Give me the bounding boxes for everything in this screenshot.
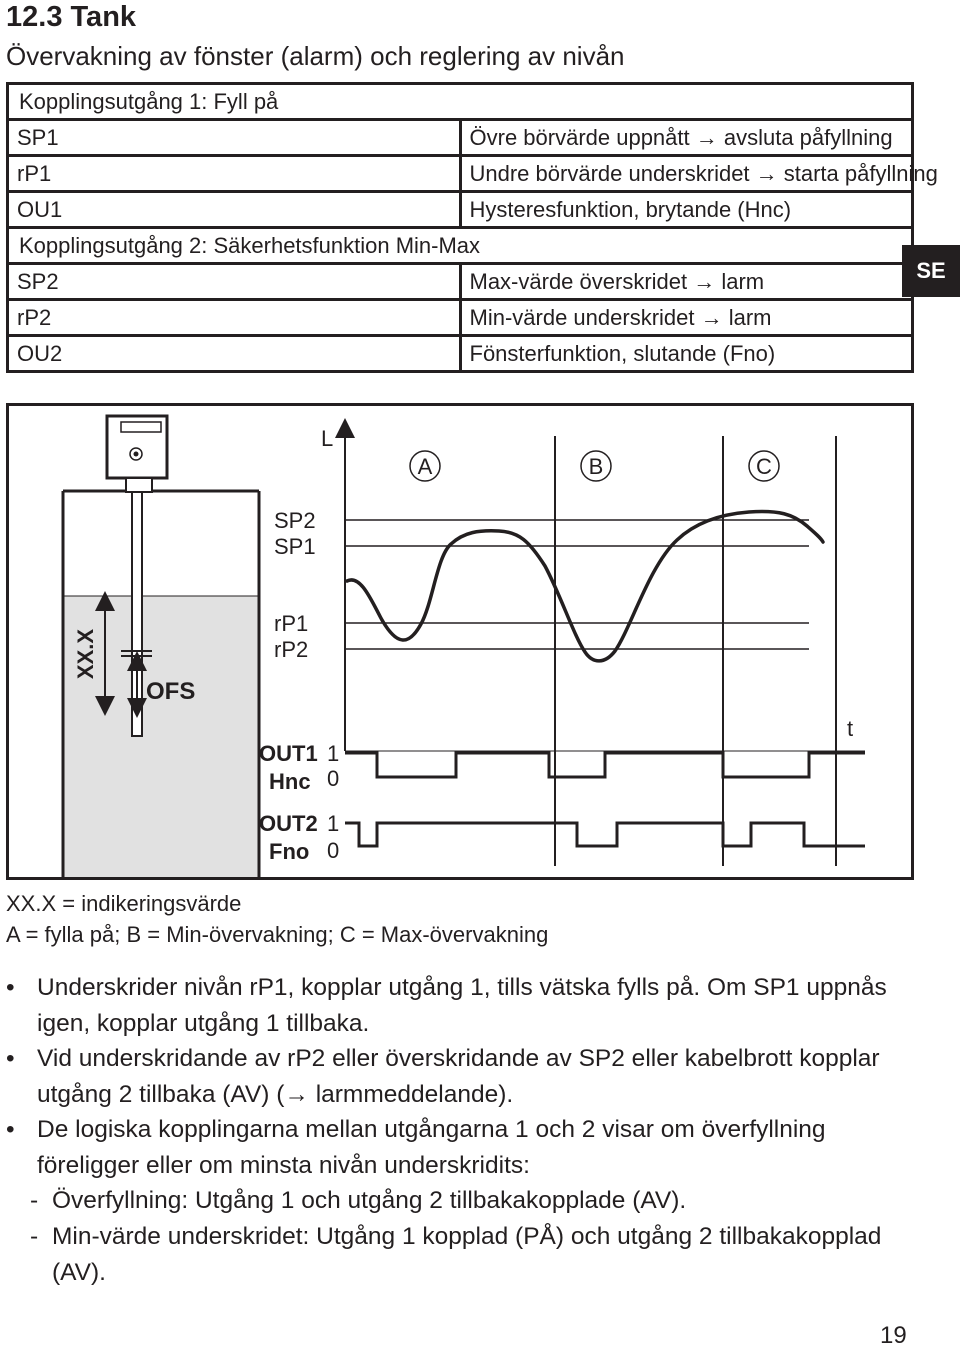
table-row — [8, 336, 913, 372]
param-name: SP2 — [8, 264, 461, 300]
dash-text: Överfyllning: Utgång 1 och utgång 2 tillbakakopplade (AV). — [52, 1187, 687, 1214]
language-tab: SE — [902, 245, 960, 297]
bullet-text: De logiska kopplingarna mellan utgångarna 1 och 2 visar om överfyllning föreligger eller om minsta nivån underskridits: — [37, 1116, 826, 1179]
dash-item — [30, 1219, 910, 1291]
table-group-row — [8, 228, 913, 264]
out2-low-label: 0 — [327, 838, 340, 863]
dash-text: Min-värde underskridet: Utgång 1 kopplad (PÅ) och utgång 2 tillbakakopplad (AV). — [52, 1223, 882, 1286]
bullet-mark: • — [6, 1116, 15, 1143]
bullet-text: Underskrider nivån rP1, kopplar utgång 1, tills vätska fylls på. Om SP1 uppnås igen, kopplar utgång 1 tillbaka. — [37, 974, 887, 1037]
param-description: Max-värde överskridet → larm — [460, 264, 913, 300]
out2-signal — [345, 823, 865, 846]
bullet-mark: • — [6, 1045, 15, 1072]
param-name: OU1 — [8, 192, 461, 228]
level-axis-label: L — [321, 426, 334, 451]
tank-diagram-svg — [9, 406, 911, 877]
out1-signal — [345, 753, 865, 777]
sensor-display — [121, 422, 161, 432]
out1-mode-label: Hnc — [269, 769, 311, 794]
out1-low-label: 0 — [327, 766, 340, 791]
bullet-item — [6, 1112, 906, 1184]
sp1-label: SP1 — [274, 534, 316, 559]
zone-c-label: C — [756, 454, 772, 479]
param-description: Fönsterfunktion, slutande (Fno) — [460, 336, 913, 372]
tank-headspace — [63, 491, 259, 596]
table-row — [8, 264, 913, 300]
rp2-label: rP2 — [274, 637, 309, 662]
bullet-item — [6, 970, 906, 1042]
tank-diagram — [6, 403, 914, 880]
table-row — [8, 156, 913, 192]
param-description: Undre börvärde underskridet → starta påfyllning — [460, 156, 913, 192]
group-heading-output-1: Kopplingsutgång 1: Fyll på — [8, 84, 913, 120]
bullet-item — [6, 1041, 906, 1113]
zone-b-label: B — [588, 454, 604, 479]
table-group-row — [8, 84, 913, 120]
sensor-neck — [126, 478, 152, 492]
section-subtitle: Övervakning av fönster (alarm) och reglering av nivån — [6, 41, 625, 71]
dash-mark: - — [30, 1223, 39, 1250]
zone-a-label: A — [417, 454, 433, 479]
param-description: Övre börvärde uppnått → avsluta påfyllning — [460, 120, 913, 156]
sp2-label: SP2 — [274, 508, 316, 533]
out2-mode-label: Fno — [269, 839, 310, 864]
section-title: 12.3 Tank — [6, 1, 137, 33]
group-heading-output-2: Kopplingsutgång 2: Säkerhetsfunktion Min-Max — [8, 228, 913, 264]
table-row — [8, 120, 913, 156]
out1-high-label: 1 — [327, 741, 340, 766]
sensor-button-dot — [134, 452, 139, 457]
dash-item — [30, 1183, 910, 1219]
param-name: rP1 — [8, 156, 461, 192]
rp1-label: rP1 — [274, 611, 309, 636]
time-axis-label: t — [847, 716, 854, 741]
legend-zones: A = fylla på; B = Min-övervakning; C = Max-övervakning — [6, 922, 549, 947]
out2-high-label: 1 — [327, 811, 340, 836]
offset-label: OFS — [146, 678, 196, 705]
display-value-label: XX.X — [73, 628, 98, 680]
param-description: Min-värde underskridet → larm — [460, 300, 913, 336]
param-name: SP1 — [8, 120, 461, 156]
legend-display-value: XX.X = indikeringsvärde — [6, 891, 242, 916]
bullet-text: Vid underskridande av rP2 eller överskridande av SP2 eller kabelbrott kopplar utgång 2 tillbaka (AV) (→ larmmeddelande). — [37, 1045, 880, 1108]
page-number: 19 — [880, 1322, 907, 1349]
param-name: rP2 — [8, 300, 461, 336]
table-row — [8, 192, 913, 228]
table-row — [8, 300, 913, 336]
param-name: OU2 — [8, 336, 461, 372]
level-curve — [347, 512, 823, 661]
param-description: Hysteresfunktion, brytande (Hnc) — [460, 192, 913, 228]
out2-label: OUT2 — [259, 811, 318, 836]
dash-mark: - — [30, 1187, 39, 1214]
out1-label: OUT1 — [259, 741, 318, 766]
bullet-mark: • — [6, 974, 15, 1001]
